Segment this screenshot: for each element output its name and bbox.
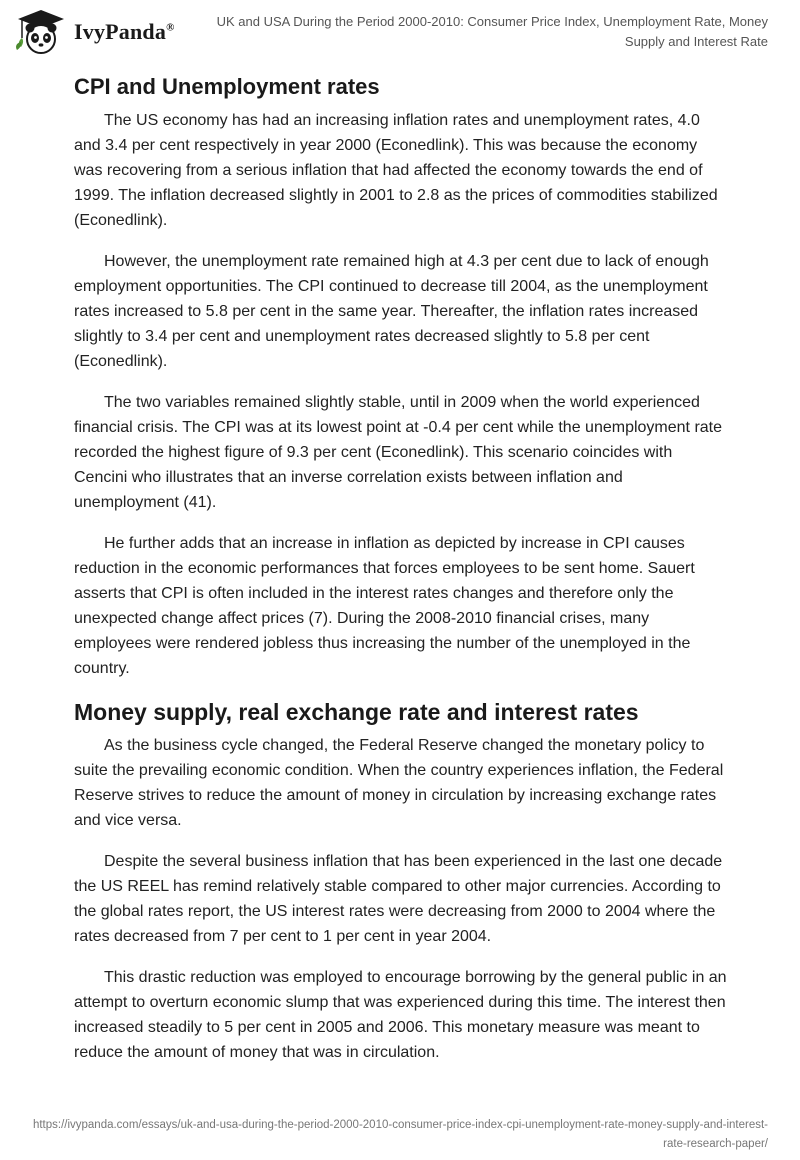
essay-body: [74, 72, 730, 1081]
paragraph: He further adds that an increase in inflation as depicted by increase in CPI causes reduction in the economic performances that forces employees to be sent home. Sauert asserts that CPI is often included in the interest rates changes and therefore only the unexpected change affect prices (7). During the 2008-2010 financial crises, many employees were rendered jobless thus increasing the number of the unemployed in the country.: [74, 535, 695, 677]
logo-wordmark: IvyPanda: [74, 19, 167, 44]
ivypanda-logo[interactable]: [14, 8, 175, 56]
paragraph: However, the unemployment rate remained high at 4.3 per cent due to lack of enough employment opportunities. The CPI continued to decrease till 2004, as the unemployment rates increased to 5.8 per cent in the same year. Thereafter, the inflation rates increased slightly to 3.4 per cent and unemployment rates decreased slightly to 5.8 per cent (Econedlink).: [74, 253, 709, 370]
source-url[interactable]: https://ivypanda.com/essays/uk-and-usa-during-the-period-2000-2010-consumer-price-index-cpi-unemployment-rate-money-supply-and-interest-rate-research-paper/: [32, 1119, 768, 1150]
paragraph: As the business cycle changed, the Federal Reserve changed the monetary policy to suite the prevailing economic condition. When the country experiences inflation, the Federal Reserve strives to reduce the amount of money in circulation by increasing exchange rates and vice versa.: [74, 737, 724, 829]
registered-mark: ®: [166, 21, 175, 34]
section-heading-money-supply: Money supply, real exchange rate and interest rates: [74, 699, 639, 725]
document-title: UK and USA During the Period 2000-2010: Consumer Price Index, Unemployment Rate, Money Supply and Interest Rate: [216, 14, 768, 49]
paragraph: This drastic reduction was employed to encourage borrowing by the general public in an attempt to overturn economic slump that was experienced during this time. The interest then increased steadily to 5 per cent in 2005 and 2006. This monetary measure was meant to reduce the amount of money that was in circulation.: [74, 969, 727, 1061]
paragraph: The US economy has had an increasing inflation rates and unemployment rates, 4.0 and 3.4 per cent respectively in year 2000 (Econedlink). This was because the economy was recovering from a serious inflation that had affected the economy towards the end of 1999. The inflation decreased slightly in 2001 to 2.8 as the prices of commodities stabilized (Econedlink).: [74, 112, 718, 229]
panda-graduate-icon: [14, 8, 68, 56]
paragraph: Despite the several business inflation that has been experienced in the last one decade the US REEL has remind relatively stable compared to other major currencies. According to the global rates report, the US interest rates were decreasing from 2000 to 2004 where the rates decreased from 7 per cent to 1 per cent in year 2004.: [74, 853, 723, 945]
page-header: [0, 0, 800, 64]
section-heading-cpi-unemployment: CPI and Unemployment rates: [74, 74, 380, 99]
paragraph: The two variables remained slightly stable, until in 2009 when the world experienced financial crisis. The CPI was at its lowest point at -0.4 per cent while the unemployment rate recorded the highest figure of 9.3 per cent (Econedlink). This scenario coincides with Cencini who illustrates that an inverse correlation exists between inflation and unemployment (41).: [74, 394, 723, 511]
